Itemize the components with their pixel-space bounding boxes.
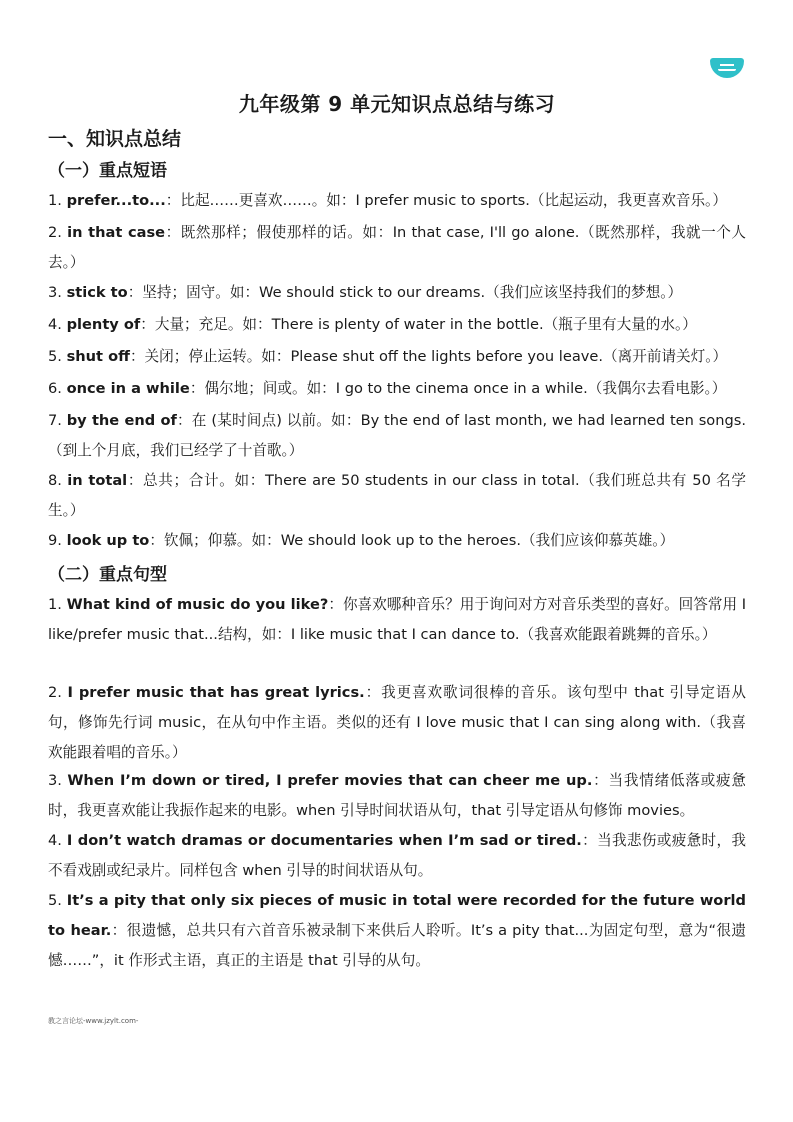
- phrase-item: 4. plenty of：大量；充足。如：There is plenty of water in the bottle.（瓶子里有大量的水。）: [48, 316, 697, 333]
- sentence-item: 2. I prefer music that has great lyrics.：我更喜欢歌词很棒的音乐。该句型中 that 引导定语从句，修饰先行词 music，在从句中作主语。类似的还有 I love music that I can sing along with.（我喜欢能跟着唱的音乐。）: [48, 684, 746, 761]
- subsection-heading-sentences: （二）重点句型: [48, 565, 167, 585]
- phrase-item: 7. by the end of：在 (某时间点) 以前。如：By the end of last month, we had learned ten songs.（到上个月底，我们已经学了十首歌。）: [48, 412, 746, 459]
- subsection-heading-phrases: （一）重点短语: [48, 161, 167, 181]
- sentence-item: 3. When I’m down or tired, I prefer movies that can cheer me up.：当我情绪低落或疲惫时，我更喜欢能让我振作起来的电影。when 引导时间状语从句，that 引导定语从句修饰 movies。: [48, 772, 746, 819]
- section-heading-1: 一、知识点总结: [48, 128, 182, 150]
- phrase-item: 3. stick to：坚持；固守。如：We should stick to our dreams.（我们应该坚持我们的梦想。）: [48, 284, 683, 301]
- document-title: 九年级第 9 单元知识点总结与练习: [238, 92, 556, 116]
- phrase-item: 5. shut off：关闭；停止运转。如：Please shut off the lights before you leave.（离开前请关灯。）: [48, 348, 728, 365]
- phrase-item: 2. in that case：既然那样；假使那样的话。如：In that case, I'll go alone.（既然那样，我就一个人去。）: [48, 224, 746, 271]
- brand-logo-icon: [710, 58, 744, 78]
- phrase-item: 9. look up to：钦佩；仰慕。如：We should look up to the heroes.（我们应该仰慕英雄。）: [48, 532, 675, 549]
- sentence-item: 5. It’s a pity that only six pieces of music in total were recorded for the future world to hear.：很遗憾，总共只有六首音乐被录制下来供后人聆听。It’s a pity that...为固定句型，意为“很遗憾……”，it 作形式主语，真正的主语是 that 引导的从句。: [48, 892, 746, 969]
- logo-line-top: [720, 64, 734, 66]
- phrase-item: 6. once in a while：偶尔地；间或。如：I go to the cinema once in a while.（我偶尔去看电影。）: [48, 380, 727, 397]
- logo-line-bottom: [718, 69, 736, 71]
- phrase-item: 8. in total：总共；合计。如：There are 50 students in our class in total.（我们班总共有 50 名学生。）: [48, 472, 746, 519]
- page-footer: 教之言论坛-www.jzylt.com-: [48, 1017, 139, 1025]
- phrase-item: 1. prefer...to...：比起……更喜欢……。如：I prefer music to sports.（比起运动，我更喜欢音乐。）: [48, 192, 727, 209]
- sentence-item: 1. What kind of music do you like?：你喜欢哪种音乐？用于询问对方对音乐类型的喜好。回答常用 I like/prefer music that...结构，如：I like music that I can dance to.（我喜欢能跟着跳舞的音乐。）: [48, 596, 747, 643]
- sentence-item: 4. I don’t watch dramas or documentaries when I’m sad or tired.：当我悲伤或疲惫时，我不看戏剧或纪录片。同样包含 when 引导的时间状语从句。: [48, 832, 746, 879]
